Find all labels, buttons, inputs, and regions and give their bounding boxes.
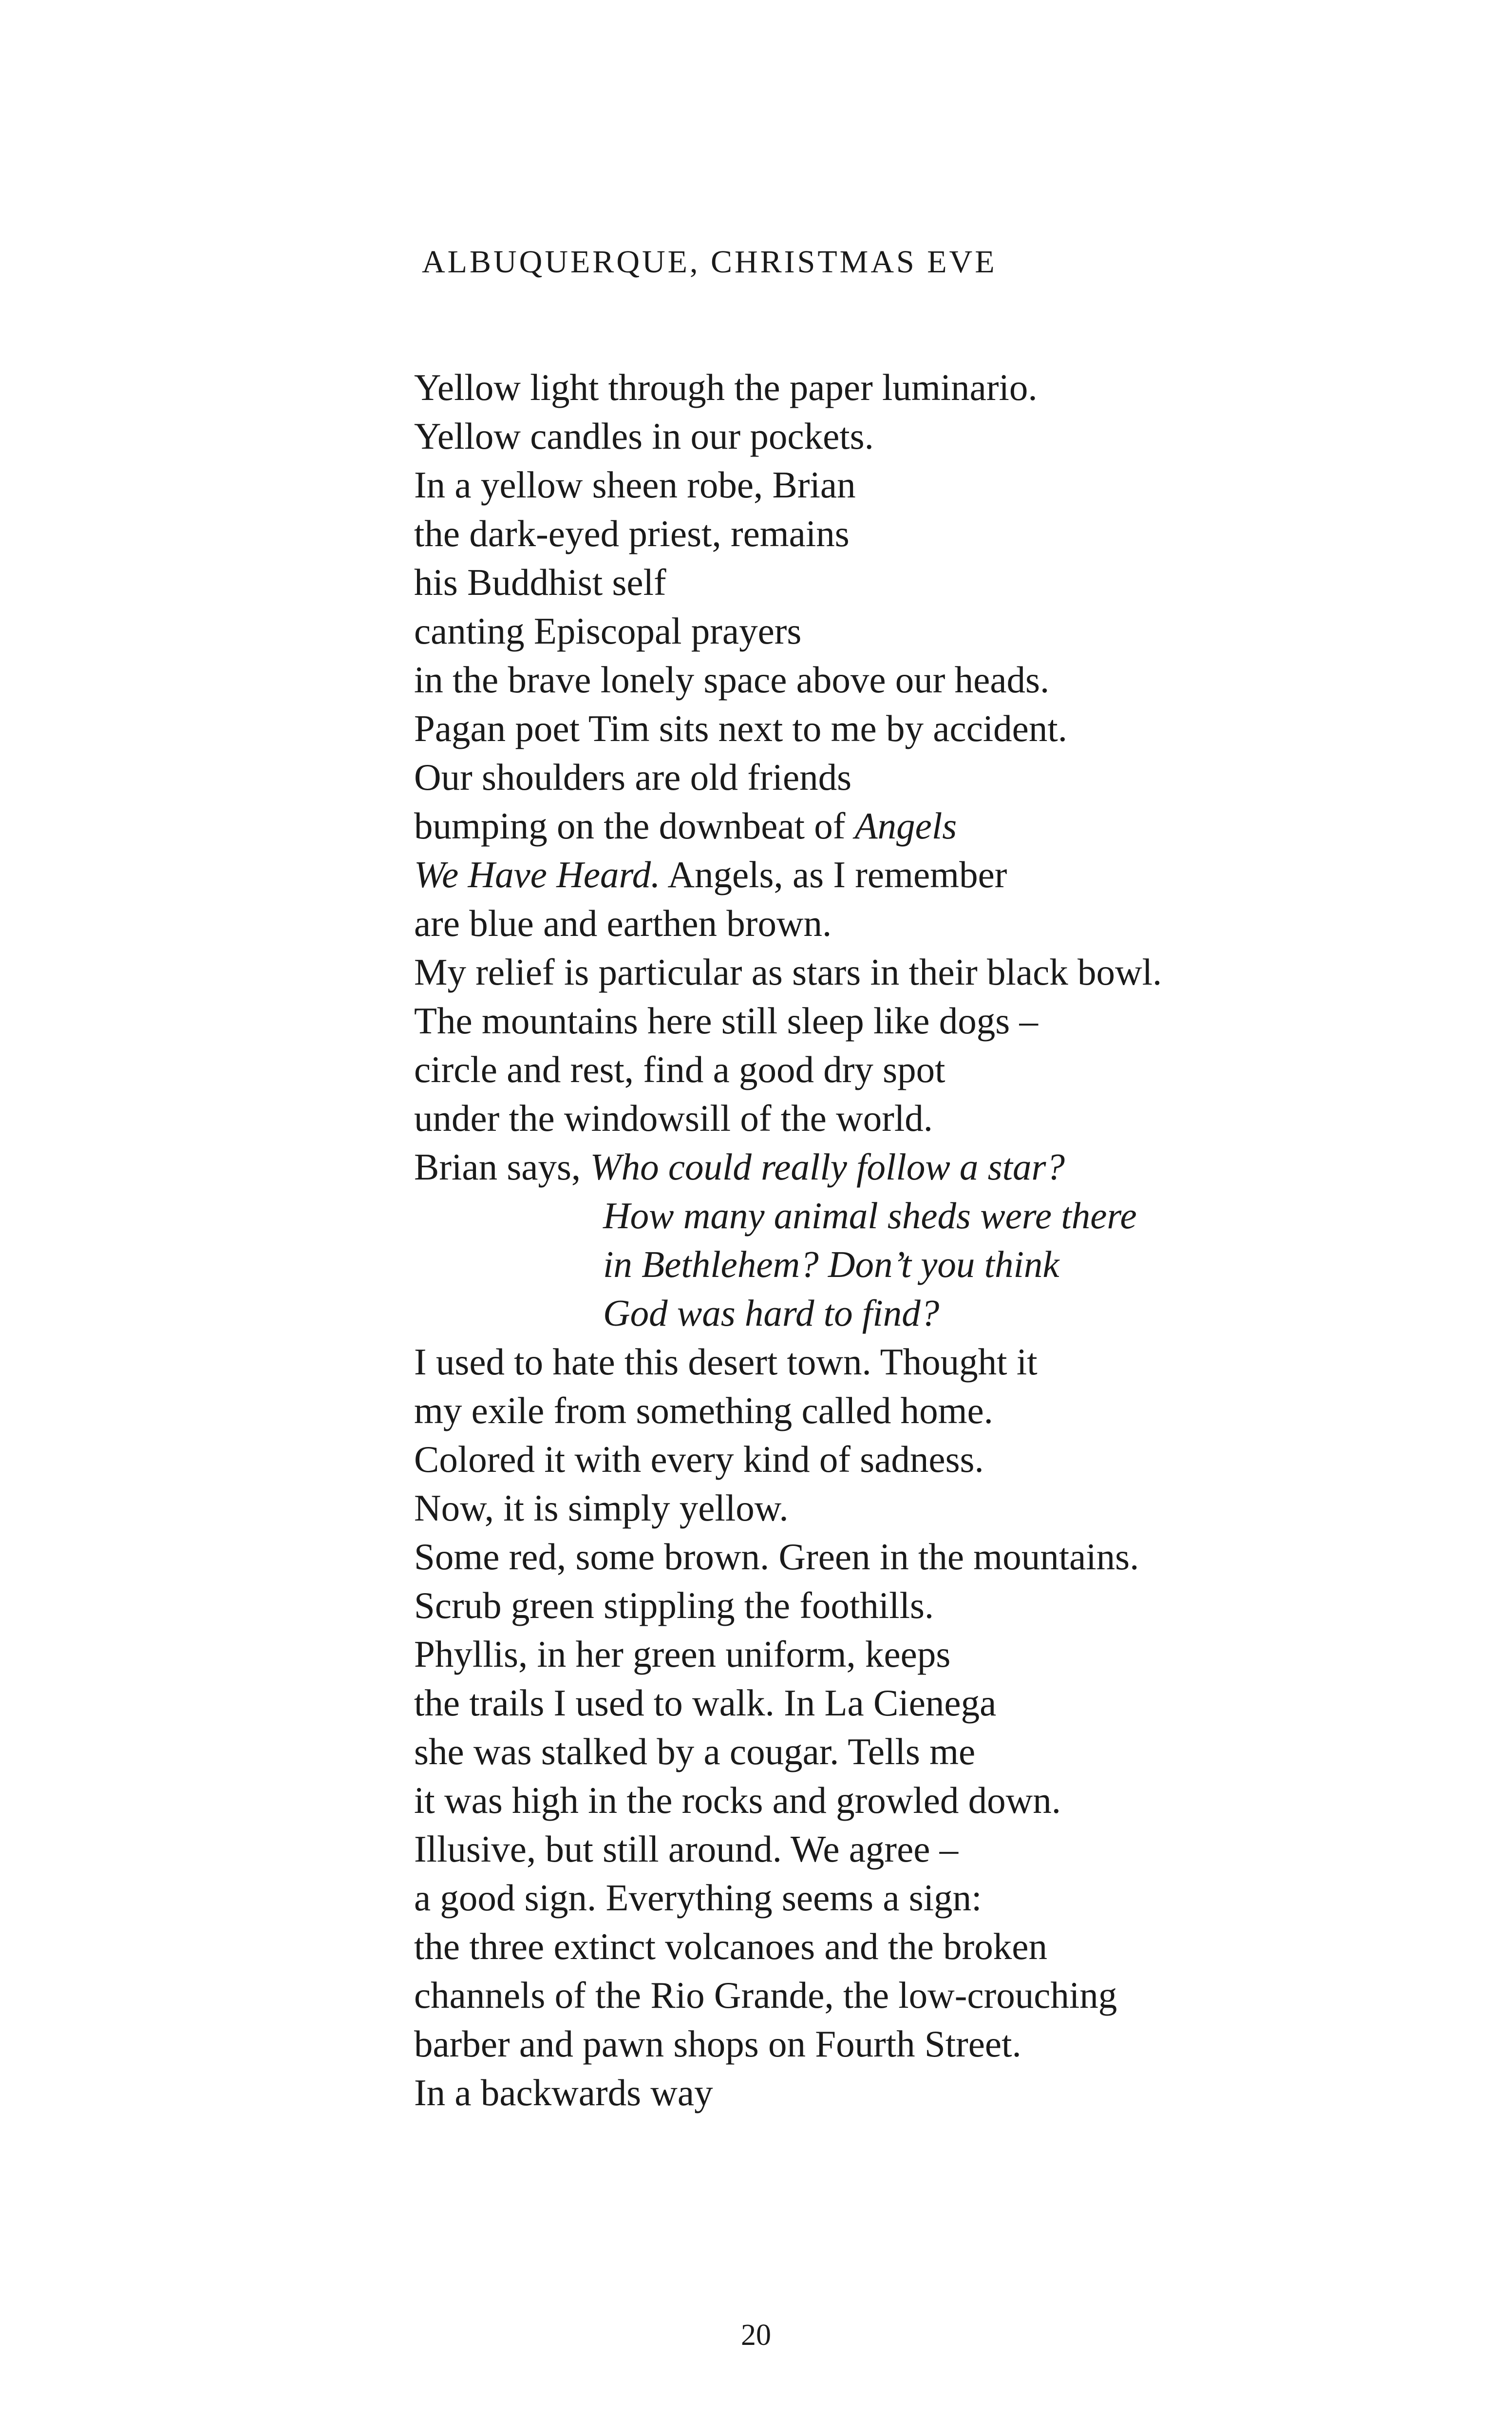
poem-title: ALBUQUERQUE, CHRISTMAS EVE [422,244,997,280]
poem-line [603,1240,1059,1289]
poem-line-text: circle and rest, find a good dry spot [414,1048,945,1090]
poem-line [414,1678,996,1727]
poem-line [603,1289,939,1337]
poem-line-text: Pagan poet Tim sits next to me by accident. [414,707,1067,749]
poem-line-text: canting Episcopal prayers [414,610,802,652]
poem-line [414,1971,1117,2019]
poem-line [414,558,666,607]
poem-line-italic: God was hard to find? [603,1292,940,1334]
poem-line-text: in the brave lonely space above our heads. [414,659,1050,701]
poem-line [414,1776,1061,1825]
poem-line [414,1142,1065,1191]
poem-line [414,1581,934,1630]
poem-line [414,1727,975,1776]
poem-line [414,1484,789,1532]
poem-line-text: I used to hate this desert town. Thought it [414,1341,1038,1383]
poem-line-text: Illusive, but still around. We agree – [414,1828,959,1870]
poem-line [414,1922,1047,1971]
poem-line [414,1873,982,1922]
poem-line-text: my exile from something called home. [414,1389,993,1431]
poem-line-text: Scrub green stippling the foothills. [414,1584,934,1626]
page-number: 20 [741,2319,771,2352]
poem-line [414,801,957,850]
poem-line [414,460,856,509]
poem-line-text: the three extinct volcanoes and the broken [414,1925,1047,1967]
poem-line-italic: Angels [854,805,957,847]
poem-line-text: barber and pawn shops on Fourth Street. [414,2023,1021,2065]
poem-line [414,704,1067,753]
poem-line [414,850,1007,899]
poem-line-text: Phyllis, in her green uniform, keeps [414,1633,951,1675]
poem-line-text: bumping on the downbeat of [414,805,855,847]
poem-line [414,1435,984,1484]
poem-line-text: she was stalked by a cougar. Tells me [414,1731,976,1772]
poem-line [414,1045,945,1094]
poem-line [414,1532,1139,1581]
poem-line [414,2019,1021,2068]
poem-line [414,363,1038,412]
poem-line [414,1386,993,1435]
poem-line [414,1337,1038,1386]
poem-line-text: the dark-eyed priest, remains [414,513,850,554]
poem-line-text: it was high in the rocks and growled down. [414,1779,1061,1821]
poem-line-italic: Who could really follow a star? [590,1146,1065,1188]
poem-line [414,899,832,948]
poem-line [414,1825,958,1873]
poem-line [414,607,801,655]
poem-line [414,996,1038,1045]
poem-line-text: Some red, some brown. Green in the mountains. [414,1536,1139,1578]
poem-line-text: are blue and earthen brown. [414,902,832,944]
poem-line-text: a good sign. Everything seems a sign: [414,1877,982,1919]
poem-line [414,412,874,460]
poem-line-text: Brian says, [414,1146,590,1188]
poem-line-text: Yellow candles in our pockets. [414,415,874,457]
poem-line-italic: How many animal sheds were there [603,1195,1137,1237]
poem-line-text: The mountains here still sleep like dogs – [414,1000,1038,1042]
poem-line-italic: in Bethlehem? Don’t you think [603,1243,1059,1285]
poem-line-text: Our shoulders are old friends [414,756,852,798]
poem-line-text: In a yellow sheen robe, Brian [414,464,856,506]
poem-line-text: Colored it with every kind of sadness. [414,1438,984,1480]
poem-line [414,509,850,558]
poem-line [414,948,1162,996]
poem-line-text: Yellow light through the paper luminario. [414,366,1038,408]
poem-line-text: the trails I used to walk. In La Cienega [414,1682,997,1724]
poem-line-italic: We Have Heard. [414,854,661,895]
poem-line-text: his Buddhist self [414,561,666,603]
poem-line-text: Now, it is simply yellow. [414,1487,789,1529]
poem-line [414,2068,713,2117]
poem-line-text: channels of the Rio Grande, the low-crouching [414,1974,1117,2016]
poem-line [414,753,851,801]
poem-line-text: My relief is particular as stars in their black bowl. [414,951,1162,993]
poem-line [414,655,1049,704]
poem-line-text: In a backwards way [414,2072,713,2113]
poem-line-text: under the windowsill of the world. [414,1097,933,1139]
poem-line [414,1630,950,1678]
poem-line-text: Angels, as I remember [660,854,1007,895]
poem-line [414,1094,933,1142]
poem-line [603,1191,1137,1240]
